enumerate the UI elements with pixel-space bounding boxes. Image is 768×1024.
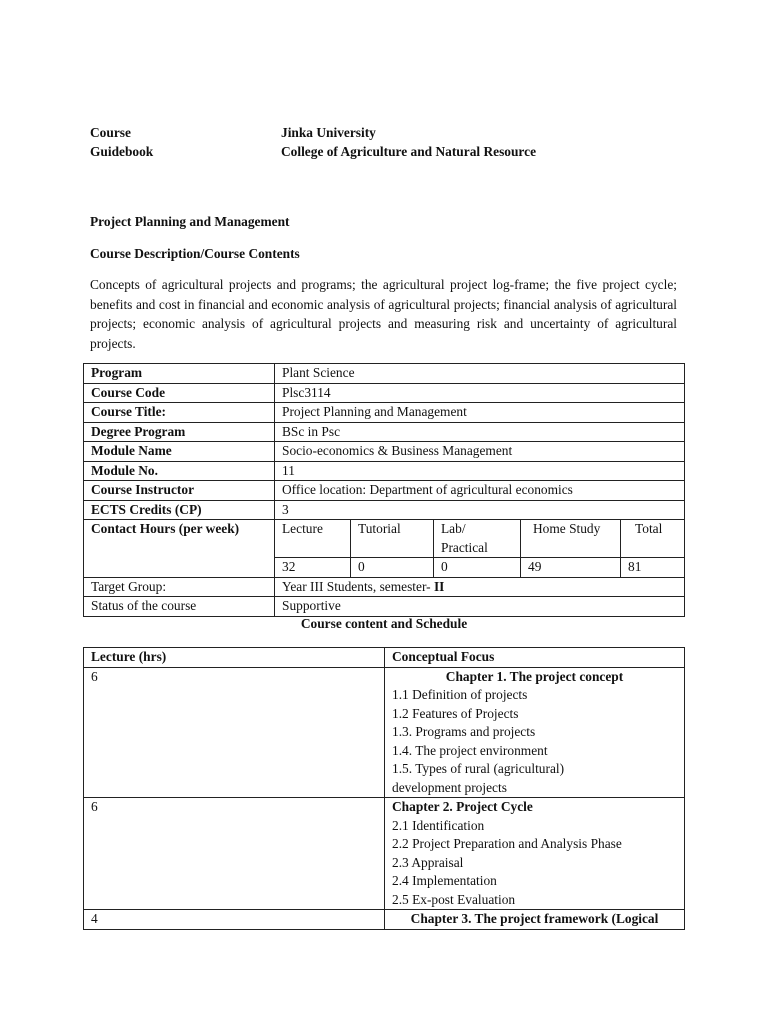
description-heading: Course Description/Course Contents [90,246,300,261]
topic-item: 1.3. Programs and projects [392,724,536,739]
schedule-title: Course content and Schedule [300,616,468,631]
hours-header-total: Total [621,520,685,558]
table-row [84,364,685,384]
table-row [84,648,685,668]
header-left [90,123,153,161]
hours-header-tutorial: Tutorial [351,520,434,558]
program-value: Plant Science [275,364,685,384]
topic-item: 2.4 Implementation [392,873,497,888]
module-name-label: Module Name [84,442,275,462]
schedule-hours: 6 [84,667,385,798]
course-code-value: Plsc3114 [275,383,685,403]
table-row [84,667,685,798]
table-row [84,910,685,930]
target-group-label: Target Group: [84,577,275,597]
module-name-value: Socio-economics & Business Management [275,442,685,462]
hours-value-home-study: 49 [521,558,621,578]
topic-item: 2.2 Project Preparation and Analysis Phase [392,836,622,851]
hours-header-lecture: Lecture [275,520,351,558]
table-row [84,422,685,442]
course-heading: Project Planning and Management [90,214,290,229]
ects-value: 3 [275,500,685,520]
ects-label: ECTS Credits (CP) [84,500,275,520]
topic-item: 2.5 Ex-post Evaluation [392,891,516,907]
module-no-label: Module No. [84,461,275,481]
degree-program-value: BSc in Psc [275,422,685,442]
course-info-table [83,363,685,617]
table-row [84,461,685,481]
hours-value-lecture: 32 [275,558,351,578]
course-title-value: Project Planning and Management [275,403,685,423]
target-group-value [275,577,685,597]
schedule-header-focus: Conceptual Focus [385,648,685,668]
target-group-semester: II [433,578,445,594]
hours-header-lab-line2: Practical [441,539,488,555]
table-row [84,442,685,462]
table-row [84,597,685,617]
table-row [84,403,685,423]
topic-item: 1.1 Definition of projects [392,687,528,702]
chapter-title: Chapter 2. Project Cycle [392,799,533,814]
program-label: Program [84,364,275,384]
hours-value-tutorial: 0 [351,558,434,578]
topic-item: 1.5. Types of rural (agricultural) [392,761,565,776]
table-row [84,500,685,520]
table-row [84,383,685,403]
course-instructor-value: Office location: Department of agricultural economics [275,481,685,501]
table-row [84,798,685,910]
hours-value-lab: 0 [434,558,521,578]
course-description: Concepts of agricultural projects and programs; the agricultural project log-frame; the five project cycle; benefits and cost in financial and economic analysis of agricultural projects; financial analysis of agricultural projects; economic analysis of agricultural projects and measuring risk and uncertainty of agricultural projects. [90,277,677,351]
schedule-focus [385,667,685,798]
header-course-label: Course [90,125,131,140]
university-name: Jinka University [281,125,376,140]
chapter-title: Chapter 3. The project framework (Logical [410,911,659,926]
module-no-value: 11 [275,461,685,481]
course-instructor-label: Course Instructor [84,481,275,501]
course-status-label: Status of the course [84,597,275,617]
hours-header-lab [434,520,521,558]
table-row [84,481,685,501]
hours-header-home-study: Home Study [521,520,621,558]
topic-item: 1.2 Features of Projects [392,705,519,721]
target-group-text: Year III Students, semester- [282,578,434,594]
course-status-value: Supportive [275,597,685,617]
schedule-table [83,647,685,930]
schedule-hours: 4 [84,910,385,930]
topic-item: 2.3 Appraisal [392,854,464,870]
table-row [84,577,685,597]
chapter-title: Chapter 1. The project concept [445,668,624,684]
topic-item: 1.4. The project environment [392,742,548,758]
schedule-focus [385,910,685,930]
schedule-header-hours: Lecture (hrs) [84,648,385,668]
hours-header-lab-line1: Lab/ [441,521,466,536]
header-guidebook-label: Guidebook [90,144,154,159]
schedule-hours: 6 [84,798,385,910]
schedule-focus [385,798,685,910]
table-row [84,520,685,558]
hours-value-total: 81 [621,558,685,578]
college-name: College of Agriculture and Natural Resource [281,144,537,159]
degree-program-label: Degree Program [84,422,275,442]
topic-item: development projects [392,779,507,795]
header-right [281,123,536,161]
course-code-label: Course Code [84,383,275,403]
topic-item: 2.1 Identification [392,817,485,833]
course-title-label: Course Title: [84,403,275,423]
contact-hours-label: Contact Hours (per week) [84,520,275,578]
